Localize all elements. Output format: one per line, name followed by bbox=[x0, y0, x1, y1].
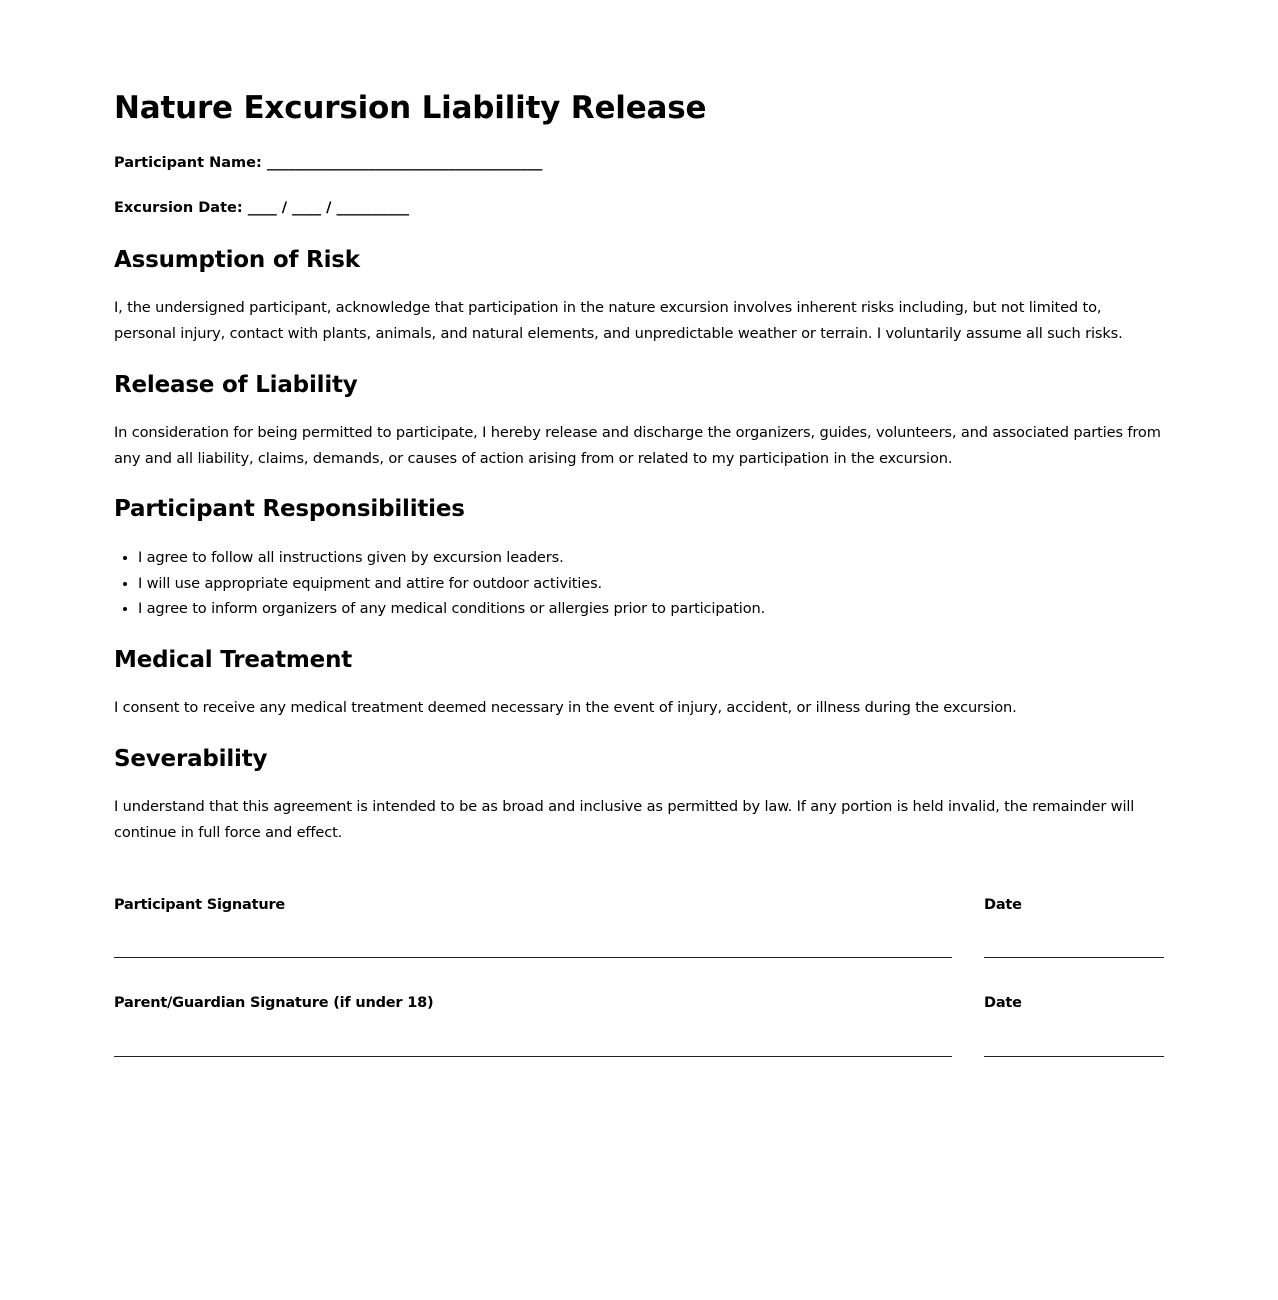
section-heading-release-of-liability: Release of Liability bbox=[114, 372, 358, 398]
participant-signature-label: Participant Signature bbox=[114, 897, 286, 913]
excursion-date-blank[interactable]: ____ / ____ / __________ bbox=[247, 200, 410, 216]
guardian-date-label: Date bbox=[984, 995, 1022, 1011]
participant-signature-line[interactable] bbox=[114, 957, 952, 958]
participant-name-blank[interactable]: ______________________________________ bbox=[266, 155, 543, 171]
section-text-assumption-of-risk: I, the undersigned participant, acknowledge that participation in the nature excursion involves inherent risks including, but not limited to, personal injury, contact with plants, animals, and natural elements, and unpredictable weather or terrain. I voluntarily assume all such risks. bbox=[114, 299, 1123, 342]
list-item: • I agree to follow all instructions given by excursion leaders. bbox=[138, 545, 765, 571]
participant-name-label: Participant Name: bbox=[114, 155, 262, 171]
section-text-severability: I understand that this agreement is intended to be as broad and inclusive as permitted by law. If any portion is held invalid, the remainder will continue in full force and effect. bbox=[114, 798, 1135, 841]
section-heading-assumption-of-risk: Assumption of Risk bbox=[114, 247, 360, 273]
section-text-medical-treatment: I consent to receive any medical treatment deemed necessary in the event of injury, accident, or illness during the excursion. bbox=[114, 699, 1017, 716]
section-heading-medical-treatment: Medical Treatment bbox=[114, 647, 353, 673]
list-item: • I will use appropriate equipment and attire for outdoor activities. bbox=[138, 571, 765, 597]
section-heading-participant-responsibilities: Participant Responsibilities bbox=[114, 496, 465, 522]
guardian-signature-label: Parent/Guardian Signature (if under 18) bbox=[114, 995, 434, 1011]
section-heading-severability: Severability bbox=[114, 746, 268, 772]
excursion-date-field bbox=[114, 200, 409, 216]
list-item: • I agree to inform organizers of any medical conditions or allergies prior to participation. bbox=[138, 596, 765, 622]
participant-date-line[interactable] bbox=[984, 957, 1164, 958]
guardian-signature-line[interactable] bbox=[114, 1056, 952, 1057]
section-text-release-of-liability: In consideration for being permitted to participate, I hereby release and discharge the organizers, guides, volunteers, and associated parties from any and all liability, claims, demands, or causes of action arising from or related to my participation in the excursion. bbox=[114, 424, 1161, 467]
participant-name-field bbox=[114, 155, 542, 171]
page-title: Nature Excursion Liability Release bbox=[114, 90, 707, 126]
participant-date-label: Date bbox=[984, 897, 1022, 913]
excursion-date-label: Excursion Date: bbox=[114, 200, 243, 216]
guardian-date-line[interactable] bbox=[984, 1056, 1164, 1057]
responsibilities-list bbox=[114, 545, 765, 622]
